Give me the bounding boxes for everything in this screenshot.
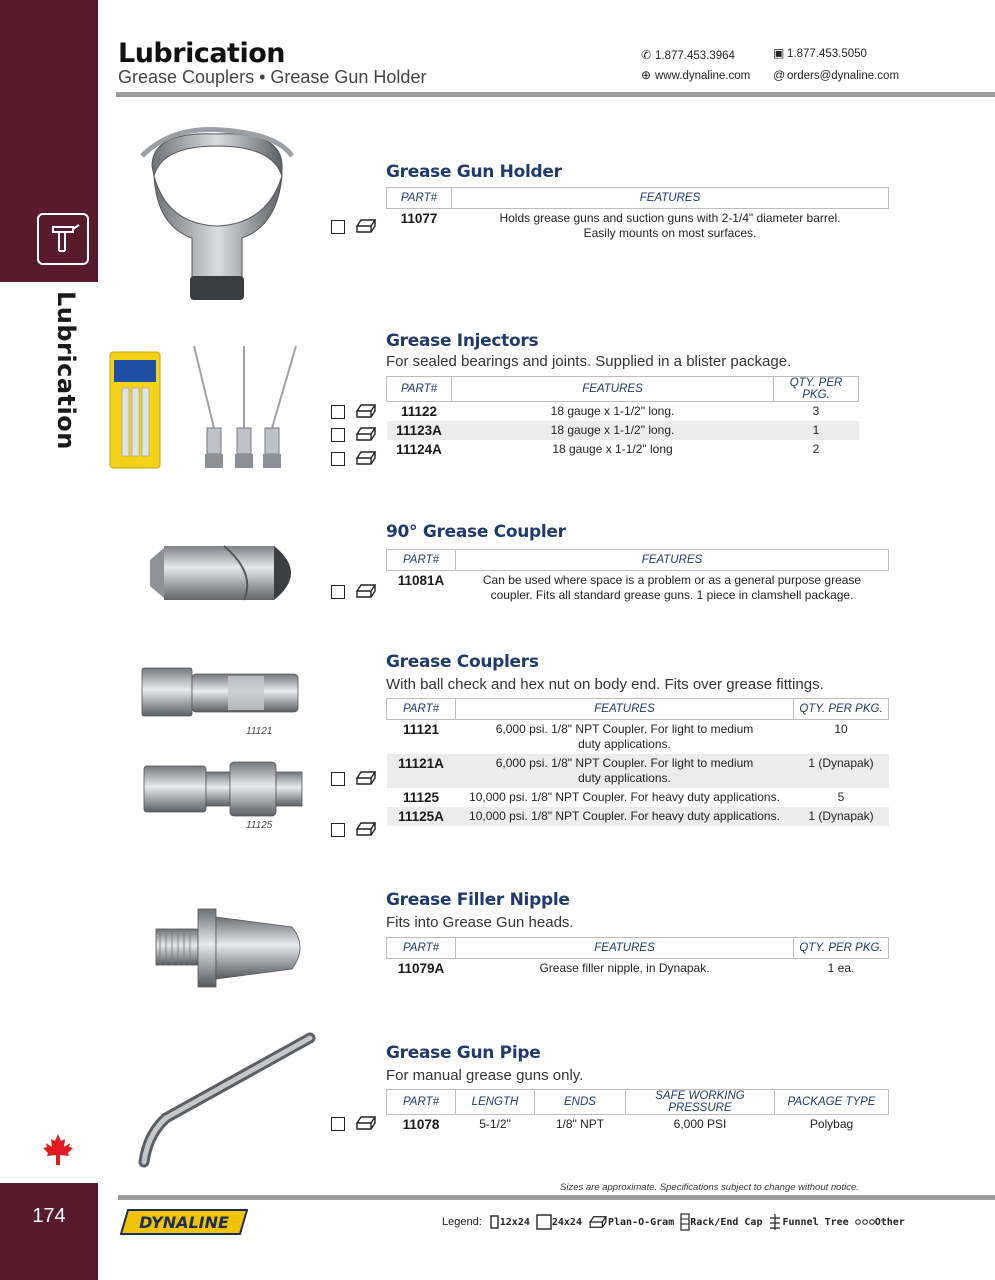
- footer-rule: [118, 1195, 995, 1200]
- checkbox-icon[interactable]: [331, 823, 345, 837]
- column-header-part: PART#: [387, 550, 456, 571]
- column-header-features: FEATURES: [456, 938, 794, 959]
- 24x24-icon: [536, 1214, 552, 1230]
- sidebar-category-label: Lubrication: [52, 291, 80, 450]
- column-header-features: FEATURES: [456, 550, 889, 571]
- header-rule: [116, 92, 995, 97]
- part-number: 11079A: [397, 961, 445, 976]
- section-title-grease-filler-nipple: Grease Filler Nipple: [386, 890, 570, 910]
- sidebar-bottom-band: [0, 1183, 98, 1280]
- other-icon: [855, 1218, 875, 1226]
- image-caption-11125: 11125: [246, 820, 273, 831]
- table-row: [387, 1115, 889, 1135]
- features-cell: Can be used where space is a problem or as a general purpose grease coupler. Fits all standard grease guns. 1 piece in clamshell package.: [482, 573, 862, 602]
- grease-gun-holder-image: [132, 126, 302, 306]
- email-link[interactable]: @ orders@dynaline.com: [773, 68, 900, 82]
- legend: Legend: 12x24 24x24 Plan-O-Gram Rack/End Cap Funnel Tree Other: [442, 1213, 911, 1231]
- column-header-features: FEATURES: [456, 699, 794, 720]
- legend-item-other: Other: [855, 1217, 905, 1228]
- section-title-grease-injectors: Grease Injectors: [386, 331, 539, 351]
- section-title-grease-gun-holder: Grease Gun Holder: [386, 162, 562, 182]
- column-header-part: PART#: [387, 377, 452, 402]
- column-header-length: LENGTH: [456, 1090, 535, 1115]
- part-number: 11081A: [397, 573, 445, 588]
- part-number: 11121: [402, 722, 440, 737]
- grease-gun-pipe-image: [134, 1030, 318, 1170]
- part-number: 11124A: [396, 442, 442, 457]
- table-row: [387, 720, 889, 755]
- part-number: 11077: [400, 211, 438, 226]
- fax-icon: ▣: [773, 46, 785, 60]
- features-cell: Holds grease guns and suction guns with 2-1/4" diameter barrel. Easily mounts on most surfaces.: [499, 211, 841, 240]
- plan-o-gram-icon: [355, 821, 377, 837]
- part-number: 11125A: [387, 807, 456, 826]
- grease-injectors-table: [386, 376, 859, 459]
- length-cell: 5-1/2": [479, 1117, 511, 1131]
- coupler-11125-image: [140, 758, 305, 820]
- plan-o-gram-icon: [355, 426, 377, 442]
- qty-cell: 10: [834, 722, 848, 736]
- 90-degree-coupler-image: [146, 540, 311, 606]
- column-header-part: PART#: [387, 1090, 456, 1115]
- table-header-row: [387, 938, 889, 959]
- features-cell: 6,000 psi. 1/8" NPT Coupler. For light to medium duty applications.: [456, 754, 794, 788]
- table-row: [387, 440, 859, 459]
- sidebar: [0, 0, 98, 1280]
- grease-injectors-image: [108, 346, 308, 476]
- table-row: [387, 421, 859, 440]
- dynaline-logo: [120, 1209, 248, 1235]
- website-link[interactable]: ⊕ www.dynaline.com: [641, 68, 751, 82]
- checkbox-icon[interactable]: [331, 405, 345, 419]
- 90-grease-coupler-table: [386, 549, 889, 605]
- part-number: 11122: [400, 404, 438, 419]
- column-header-qty: QTY. PER PKG.: [774, 377, 859, 402]
- table-row: [387, 571, 889, 606]
- qty-cell: 5: [837, 790, 845, 804]
- table-header-row: [387, 188, 889, 209]
- section-description-grease-couplers: With ball check and hex nut on body end. Fits over grease fittings.: [386, 676, 824, 693]
- qty-cell: 3: [812, 404, 820, 418]
- plan-o-gram-icon: [355, 403, 377, 419]
- coupler-11121-image: [140, 662, 302, 722]
- section-description-grease-gun-pipe: For manual grease guns only.: [386, 1067, 584, 1084]
- column-header-qty: QTY. PER PKG.: [794, 938, 889, 959]
- checkbox-icon[interactable]: [331, 428, 345, 442]
- column-header-part: PART#: [387, 699, 456, 720]
- plan-o-gram-icon: [355, 218, 377, 234]
- plan-o-gram-icon: [355, 450, 377, 466]
- globe-icon: ⊕: [641, 68, 652, 82]
- phone-icon: ✆: [641, 48, 652, 62]
- funnel-tree-icon: [768, 1213, 782, 1231]
- qty-cell: 2: [812, 442, 820, 456]
- column-header-features: FEATURES: [452, 377, 774, 402]
- section-title-grease-gun-pipe: Grease Gun Pipe: [386, 1043, 541, 1063]
- features-cell: 18 gauge x 1-1/2" long: [552, 442, 673, 456]
- section-description-grease-filler-nipple: Fits into Grease Gun heads.: [386, 914, 574, 931]
- plan-o-gram-icon: [355, 1115, 377, 1131]
- section-title-90-grease-coupler: 90° Grease Coupler: [386, 522, 566, 542]
- grease-gun-pipe-table: [386, 1089, 889, 1134]
- table-header-row: [387, 377, 859, 402]
- grease-gun-holder-table: [386, 187, 889, 243]
- features-cell: 18 gauge x 1-1/2" long.: [550, 404, 675, 418]
- features-cell: 10,000 psi. 1/8" NPT Coupler. For heavy duty applications.: [469, 790, 780, 804]
- table-row: [387, 209, 889, 244]
- disclaimer-note: Sizes are approximate. Specifications subject to change without notice.: [560, 1182, 859, 1193]
- qty-cell: 1 (Dynapak): [794, 754, 889, 788]
- image-caption-11121: 11121: [246, 726, 273, 737]
- qty-cell: 1: [774, 421, 859, 440]
- legend-item-24x24: 24x24: [536, 1214, 582, 1230]
- section-title-grease-couplers: Grease Couplers: [386, 652, 539, 672]
- column-header-part: PART#: [387, 938, 456, 959]
- rack-end-cap-icon: [680, 1213, 690, 1231]
- column-header-ends: ENDS: [535, 1090, 626, 1115]
- checkbox-icon[interactable]: [331, 1117, 345, 1131]
- column-header-package: PACKAGE TYPE: [775, 1090, 889, 1115]
- grease-filler-nipple-image: [154, 905, 310, 991]
- 12x24-icon: [490, 1215, 500, 1229]
- qty-cell: 1 ea.: [827, 961, 855, 975]
- fax-contact: ▣ 1.877.453.5050: [773, 46, 867, 60]
- features-cell: 18 gauge x 1-1/2" long.: [452, 421, 774, 440]
- svg-text:DYNALINE: DYNALINE: [139, 1213, 229, 1232]
- column-header-part: PART#: [387, 188, 452, 209]
- page-number: 174: [32, 1205, 66, 1227]
- checkbox-icon[interactable]: [331, 220, 345, 234]
- plan-o-gram-icon: [355, 770, 377, 786]
- legend-item-12x24: 12x24: [490, 1215, 530, 1229]
- maple-leaf-icon: [42, 1133, 74, 1167]
- table-header-row: [387, 699, 889, 720]
- package-cell: Polybag: [809, 1117, 854, 1131]
- column-header-pressure: SAFE WORKING PRESSURE: [626, 1090, 775, 1115]
- features-cell: 10,000 psi. 1/8" NPT Coupler. For heavy duty applications.: [456, 807, 794, 826]
- table-row: [387, 959, 889, 979]
- part-number: 11078: [402, 1117, 440, 1132]
- ends-cell: 1/8" NPT: [555, 1117, 605, 1131]
- grease-filler-nipple-table: [386, 937, 889, 978]
- part-number: 11121A: [387, 754, 456, 788]
- table-header-row: [387, 550, 889, 571]
- pressure-cell: 6,000 PSI: [673, 1117, 727, 1131]
- features-cell: 6,000 psi. 1/8" NPT Coupler. For light to medium duty applications.: [495, 722, 754, 751]
- checkbox-icon[interactable]: [331, 585, 345, 599]
- checkbox-icon[interactable]: [331, 452, 345, 466]
- page-title: Lubrication: [118, 38, 285, 69]
- column-header-features: FEATURES: [452, 188, 889, 209]
- phone-contact: ✆ 1.877.453.3964: [641, 48, 735, 62]
- part-number: 11125: [402, 790, 440, 805]
- legend-item-rack-end-cap: Rack/End Cap: [680, 1213, 762, 1231]
- column-header-qty: QTY. PER PKG.: [794, 699, 889, 720]
- plan-o-gram-icon: [355, 583, 377, 599]
- features-cell: Grease filler nipple, in Dynapak.: [539, 961, 710, 975]
- page-subtitle: Grease Couplers • Grease Gun Holder: [118, 67, 427, 87]
- plan-o-gram-icon: [588, 1215, 608, 1229]
- part-number: 11123A: [387, 421, 452, 440]
- section-description-grease-injectors: For sealed bearings and joints. Supplied in a blister package.: [386, 353, 792, 370]
- table-row: [387, 788, 889, 807]
- legend-item-funnel-tree: Funnel Tree: [768, 1213, 848, 1231]
- table-header-row: [387, 1090, 889, 1115]
- grease-gun-icon: [37, 213, 89, 265]
- grease-couplers-table: [386, 698, 889, 826]
- table-row: [387, 754, 889, 788]
- table-row: [387, 807, 889, 826]
- checkbox-icon[interactable]: [331, 772, 345, 786]
- qty-cell: 1 (Dynapak): [794, 807, 889, 826]
- legend-item-plan-o-gram: Plan-O-Gram: [588, 1215, 674, 1229]
- table-row: [387, 402, 859, 422]
- at-icon: @: [773, 68, 786, 82]
